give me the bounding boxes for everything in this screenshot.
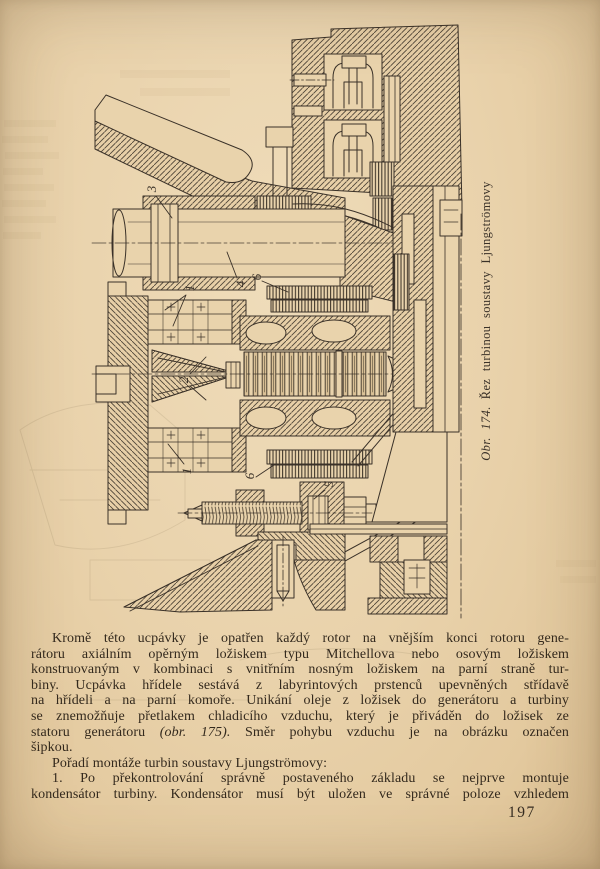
diffuser-lower [240,400,390,436]
text-line [31,771,569,787]
text-segment: rátoru axiálním opěrným ložiskem typu Mitchellova nebo osovým ložiskem [31,646,569,662]
text-segment: biny. Ucpávka hřídele sestává z labyrintových prstenců upevněných střídavě [31,677,569,693]
callout-6-lower: 6 [242,472,257,480]
text-segment-italic: (obr. 175). [159,724,231,740]
callout-1-lower: 1 [179,467,194,475]
text-line [31,693,569,709]
callout-1-upper: 1 [182,284,197,292]
text-segment: kondensátor turbiny. Kondensátor musí být uložen ve správné poloze vzhledem [31,786,569,802]
text-line [31,647,569,663]
rotor-cone [152,350,240,402]
text-segment: na hřídeli a na parní komoře. Unikání oleje z ložisek do generátoru a turbiny [31,693,569,709]
text-line [31,725,569,741]
text-segment: Kromě této ucpávky je opatřen každý rotor na vnějším konci rotoru gene- [52,631,569,646]
figure-caption [479,180,497,462]
page-number: 197 [508,804,536,821]
callout-2: 2 [176,376,191,384]
text-line [31,662,569,678]
text-line [31,709,569,725]
body-text [31,631,569,803]
text-segment: konstruovaným v kombinaci s vnitřním nosným ložiskem na parní straně tur- [31,662,569,678]
text-line [31,740,569,756]
figure-caption-text: Řez turbinou soustavy Ljungströmovy [479,181,493,400]
text-segment: Směr pohybu vzduchu je na obrázku označen [230,724,569,740]
callout-4: 4 [233,280,248,288]
figure-caption-number: Obr. 174. [479,406,493,461]
vertical-channel [384,76,400,162]
text-line [31,787,569,803]
packing-comb-lower [267,450,372,478]
callout-5: 5 [321,480,336,488]
text-segment: Pořadí montáže turbin soustavy Ljungströmovy: [52,755,328,771]
text-line [31,756,569,772]
text-line [31,631,569,647]
callout-3: 3 [144,185,159,193]
text-segment: se znemožňuje přetlakem chladicího vzduchu, který je přiváděn do ložisek ze [31,708,569,724]
text-segment: statoru generátoru [31,724,160,740]
diffuser-upper [240,316,390,350]
callout-6-upper: 6 [249,273,264,281]
text-line [31,678,569,694]
bolt-assembly-upper [324,54,382,110]
text-segment: 1. Po překontrolování správně postaveného základu se nejprve montuje [52,771,569,787]
casing-wall-right [393,186,462,432]
text-segment: šipkou. [31,740,73,756]
